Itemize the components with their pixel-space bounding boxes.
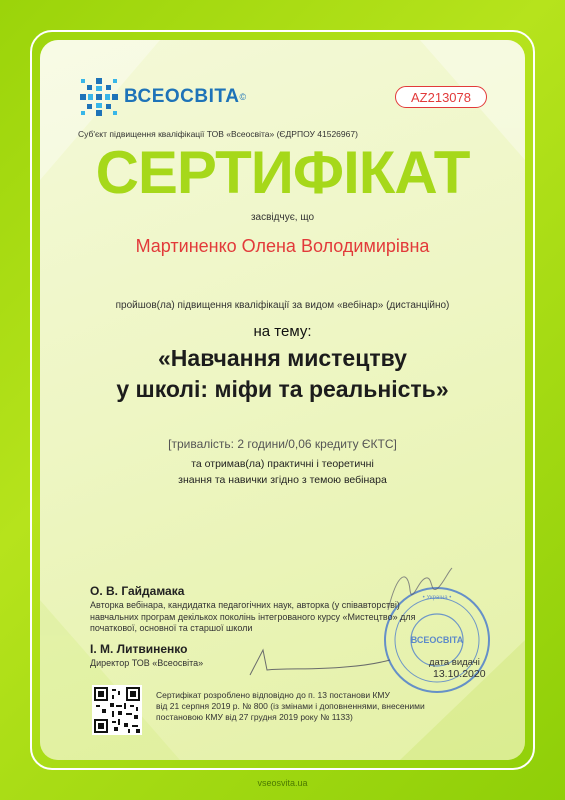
issue-date: 13.10.2020 xyxy=(433,668,486,680)
author-desc-line-2: навчальних програм декількох поколінь інтегрованого курсу «Мистецтво» для xyxy=(90,611,416,622)
obtained-line-1: та отримав(ла) практичні і теоретичні xyxy=(191,458,374,470)
author-description xyxy=(90,600,420,635)
recipient-name: Мартиненко Олена Володимирівна xyxy=(135,236,430,256)
author-desc-line-3: початкової, основної та старшої школи xyxy=(90,623,253,633)
footer-url[interactable]: vseosvita.ua xyxy=(257,778,308,788)
certificate-id-badge: AZ213078 xyxy=(395,86,487,108)
brand-logo xyxy=(78,76,246,118)
legal-line-2: від 21 серпня 2019 р. № 800 (із змінами і доповненнями, внесеними xyxy=(156,701,425,711)
author-name: О. В. Гайдамака xyxy=(90,584,185,598)
snowflake-icon xyxy=(78,76,120,118)
duration-text: [тривалість: 2 години/0,06 кредиту ЄКТС] xyxy=(168,437,397,451)
topic-label: на тему: xyxy=(253,323,312,340)
legal-line-1: Сертифікат розроблено відповідно до п. 13 постанови КМУ xyxy=(156,690,390,700)
director-signature xyxy=(245,640,395,685)
legal-line-3: постановою КМУ від 27 грудня 2019 року № 1133) xyxy=(156,712,353,722)
brand-name: ВСЕОСВІТА xyxy=(124,86,240,107)
completion-line: пройшов(ла) підвищення кваліфікації за видом «вебінар» (дистанційно) xyxy=(115,300,450,311)
certificate-title: СЕРТИФІКАТ xyxy=(95,139,470,206)
topic-line-2: у школі: міфи та реальність» xyxy=(116,376,449,402)
topic-title xyxy=(0,343,565,405)
obtained-line-2: знання та навички згідно з темою вебінара xyxy=(178,474,387,486)
legal-note xyxy=(156,690,456,723)
obtained-text xyxy=(0,456,565,488)
registered-mark: © xyxy=(239,92,247,102)
author-desc-line-1: Авторка вебінара, кандидатка педагогічних наук, авторка (у співавторстві) xyxy=(90,600,400,610)
director-description: Директор ТОВ «Всеосвіта» xyxy=(90,658,204,668)
topic-line-1: «Навчання мистецтву xyxy=(158,345,407,371)
certifies-text: засвідчує, що xyxy=(250,212,315,223)
svg-text:• Україна •: • Україна • xyxy=(422,595,452,601)
subject-line: Суб'єкт підвищення кваліфікації ТОВ «Всеосвіта» (ЄДРПОУ 41526967) xyxy=(78,129,358,139)
issue-date-label: дата видачі xyxy=(429,657,480,668)
director-name: І. М. Литвиненко xyxy=(90,642,188,656)
svg-text:ВСЕОСВІТА: ВСЕОСВІТА xyxy=(410,635,464,645)
qr-code[interactable] xyxy=(92,685,142,735)
